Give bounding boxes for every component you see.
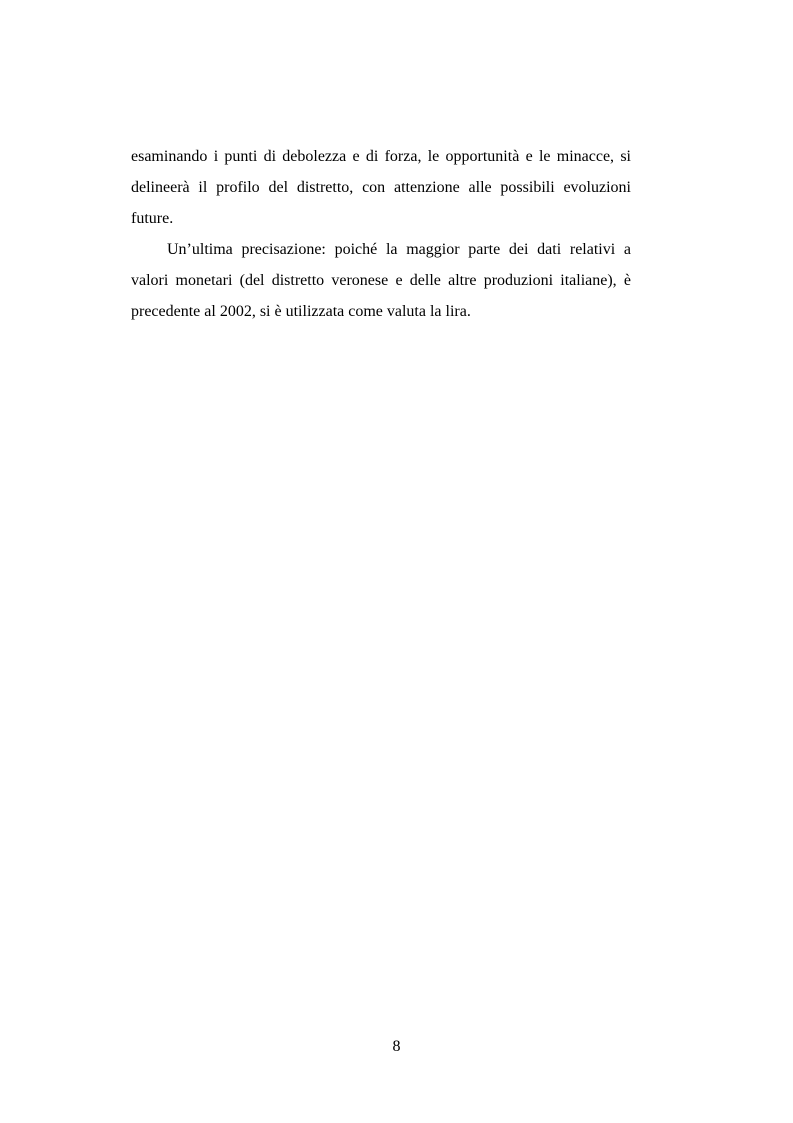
paragraph-2: [131, 234, 631, 327]
text-line: precedente al 2002, si è utilizzata come valuta la lira.: [131, 303, 471, 320]
paragraph-1: [131, 141, 631, 234]
text-line: esaminando i punti di debolezza e di forza, le opportunità e le minacce, si: [131, 148, 631, 165]
body-text: [131, 141, 631, 327]
page-number: 8: [392, 1038, 401, 1055]
text-line: valori monetari (del distretto veronese e delle altre produzioni italiane), è: [131, 272, 631, 289]
text-line: Un’ultima precisazione: poiché la maggior parte dei dati relativi a: [167, 241, 631, 258]
text-line: delineerà il profilo del distretto, con attenzione alle possibili evoluzioni: [131, 179, 631, 196]
text-line: future.: [131, 210, 174, 227]
